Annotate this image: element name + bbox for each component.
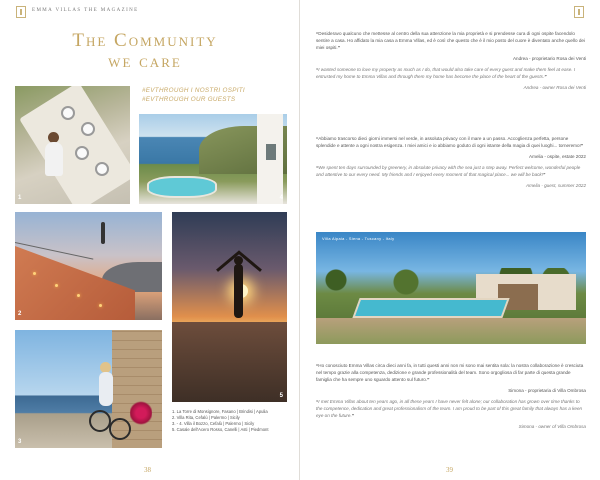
pool-edge (172, 322, 287, 402)
quote-english: “I met Emma Villas about ten years ago, in all these years I have never felt alone; our collaboration has grown over time thanks to the competence, dedication and great professionalism of the team. I am proud to be part of this great family that always has a keen eye on the future.” (316, 399, 583, 418)
quote-author-english: Amelia - guest, summer 2022 (526, 183, 586, 188)
person-figure (45, 142, 63, 176)
lantern (77, 294, 80, 297)
headline-line-1: The Community (72, 30, 218, 51)
quote-english: “I wanted someone to love my property as much as I do, that would also take care of every guest and make them feel at ease. I entrusted my home to Emma Villas and through them my home has become the place of the heart of the guests.” (316, 67, 576, 79)
page-number: 39 (446, 466, 453, 474)
window-shape (266, 144, 276, 160)
plate (75, 146, 89, 160)
photo-number: 5 (279, 393, 283, 399)
quote-english: “We spent ten days surrounded by greenery, in absolute privacy with the sea just a step away. Perfect welcome, wonderful people and attentive to our every need. My friends and I enjoyed every moment of that magical place... we will be back!” (316, 165, 581, 177)
caption-line: 5. Casale dell'Acero Rosso, Canelli | Asti | Piedmont (172, 426, 269, 432)
flowers (130, 400, 152, 426)
quote-italian: “Desideravo qualcuno che mettesse al centro della sua attenzione la mia proprietà e si prendesse cura di ogni ospite facendolo sentire a casa. Ho affidato la mia casa a Emma Villas, ed è così che questo che è il mio posto del cuore è diventato anche quello dei miei ospiti.” (316, 31, 585, 50)
table-shape (19, 86, 130, 204)
lantern (99, 304, 102, 307)
photo-terrace-sunset (15, 212, 162, 320)
plate (95, 162, 109, 176)
photo-villa-pool (316, 232, 586, 344)
quote-author-italian: Amelia - ospite, estate 2022 (529, 154, 586, 159)
photo-number: 4 (279, 195, 283, 201)
photo-location-tag: Villa Alpaia - Siena - Tuscany - Italy (322, 236, 395, 241)
lantern (55, 284, 58, 287)
testimonial (316, 30, 586, 91)
wheel (109, 418, 131, 440)
testimonial (316, 362, 586, 430)
hashtag-english: #EVTHROUGH OUR GUESTS (142, 95, 236, 103)
rider-figure (99, 372, 113, 406)
quote-author-italian: Andrea - proprietario Rosa dei Venti (512, 56, 586, 61)
headline-line-2: we care (108, 51, 182, 72)
wheel (89, 410, 111, 432)
hashtag (142, 87, 292, 104)
right-page (300, 0, 600, 480)
caption-line: 1. La Torre di Monsignore, Fasano | Brindisi | Apulia (172, 409, 268, 414)
magazine-title: EMMA VILLAS THE MAGAZINE (32, 8, 139, 13)
page-headline (40, 30, 250, 72)
photo-cyclist (15, 330, 162, 448)
pool-deck (316, 318, 586, 344)
photo-sea-view-pool (139, 114, 287, 204)
plate (61, 106, 75, 120)
quote-italian: “Abbiamo trascorso dieci giorni immersi nel verde, in assoluta privacy con il mare a un passo. Accoglienza perfetta, persone splendide e attente a ogni nostra esigenza. I miei amici e io abbiamo goduto di ogni istante della magia di quei luoghi... torneremo!” (316, 136, 584, 148)
photo-number: 1 (18, 195, 22, 201)
caption-line: 3. - 4. Villa il Bozzo, Cefalù | Palermo | Sicily (172, 420, 255, 426)
photo-dining-table (15, 86, 130, 204)
person-figure (101, 222, 105, 244)
photo-captions (172, 409, 292, 433)
pool-shape (352, 298, 509, 318)
caption-line: 2. Villa Rita, Cefalù | Palermo | Sicily (172, 414, 240, 420)
pool-shape (147, 176, 217, 198)
quote-italian: “Ho conosciuto Emma Villas circa dieci anni fa, in tutti questi anni non mi sono mai sentita sola: la nostra collaborazione è cresciuta nel tempo grazie alla competenza, dedizione e grande professionalità del team. Sono orgogliosa di far parte di questa grande famiglia che ha sempre uno sguardo attento sul futuro.” (316, 363, 584, 382)
photo-yoga-sunset (172, 212, 287, 402)
quote-author-italian: Simona - proprietaria di Villa Ombrosa (508, 388, 586, 393)
bookmark-icon (574, 6, 584, 18)
quote-author-english: Simona - owner of Villa Ombrosa (518, 424, 586, 429)
bookmark-icon (16, 6, 26, 18)
testimonial (316, 135, 586, 189)
hashtag-italian: #EVTHROUGH I NOSTRI OSPITI (142, 87, 245, 94)
page-number: 38 (144, 466, 151, 474)
plate (81, 122, 95, 136)
photo-number: 2 (18, 311, 22, 317)
lantern (33, 272, 36, 275)
quote-author-english: Andrea - owner Rosa dei Venti (523, 85, 586, 90)
silhouette-body (234, 264, 243, 318)
photo-number: 3 (18, 439, 22, 445)
